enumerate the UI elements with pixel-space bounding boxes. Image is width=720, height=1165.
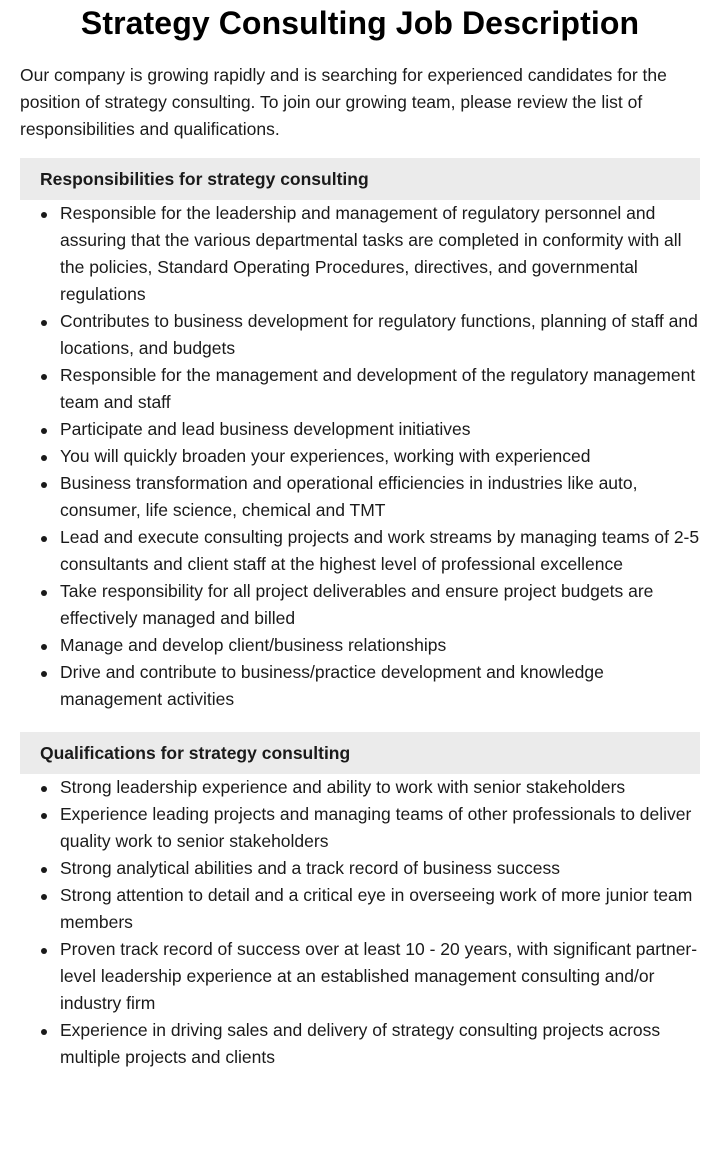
list-item-text: Experience leading projects and managing teams of other professionals to deliver quality work to senior stakeholders — [60, 804, 692, 851]
list-item — [60, 855, 700, 882]
list-item-text: Strong leadership experience and ability to work with senior stakeholders — [60, 777, 626, 797]
list-item-text: Responsible for the leadership and management of regulatory personnel and assuring that the various departmental tasks are completed in conformity with all the policies, Standard Operating Procedures, directives, and governmental regulations — [60, 203, 682, 304]
bullet-icon — [41, 1029, 47, 1035]
bullet-icon — [41, 786, 47, 792]
list-item-text: Contributes to business development for regulatory functions, planning of staff and locations, and budgets — [60, 311, 698, 358]
list-item-text: Strong analytical abilities and a track record of business success — [60, 858, 560, 878]
list-item — [60, 774, 700, 801]
bullet-icon — [41, 320, 47, 326]
bullet-icon — [41, 867, 47, 873]
bullet-icon — [41, 428, 47, 434]
list-item-text: Participate and lead business development initiatives — [60, 419, 471, 439]
bullet-icon — [41, 590, 47, 596]
list-item-text: Drive and contribute to business/practice development and knowledge management activities — [60, 662, 604, 709]
bullet-icon — [41, 671, 47, 677]
responsibilities-heading: Responsibilities for strategy consulting — [20, 158, 700, 200]
list-item-text: Proven track record of success over at least 10 - 20 years, with significant partner-level leadership experience at an established management consulting and/or industry firm — [60, 939, 698, 1013]
list-item — [60, 882, 700, 936]
bullet-icon — [41, 948, 47, 954]
list-item-text: Experience in driving sales and delivery of strategy consulting projects across multiple projects and clients — [60, 1020, 661, 1067]
bullet-icon — [41, 455, 47, 461]
list-item-text: Strong attention to detail and a critical eye in overseeing work of more junior team members — [60, 885, 693, 932]
list-item — [60, 362, 700, 416]
list-item — [60, 632, 700, 659]
qualifications-list — [20, 774, 700, 1071]
bullet-icon — [41, 482, 47, 488]
list-item — [60, 1017, 700, 1071]
list-item — [60, 308, 700, 362]
list-item — [60, 578, 700, 632]
list-item-text: Take responsibility for all project deliverables and ensure project budgets are effectively managed and billed — [60, 581, 654, 628]
list-item — [60, 200, 700, 308]
bullet-icon — [41, 644, 47, 650]
responsibilities-list — [20, 200, 700, 713]
bullet-icon — [41, 813, 47, 819]
list-item — [60, 801, 700, 855]
bullet-icon — [41, 212, 47, 218]
list-item — [60, 936, 700, 1017]
bullet-icon — [41, 374, 47, 380]
list-item-text: You will quickly broaden your experiences, working with experienced — [60, 446, 591, 466]
list-item — [60, 416, 700, 443]
list-item-text: Lead and execute consulting projects and work streams by managing teams of 2-5 consultants and client staff at the highest level of professional excellence — [60, 527, 700, 574]
bullet-icon — [41, 536, 47, 542]
list-item — [60, 659, 700, 713]
list-item-text: Manage and develop client/business relationships — [60, 635, 447, 655]
intro-paragraph: Our company is growing rapidly and is searching for experienced candidates for the position of strategy consulting. To join our growing team, please review the list of responsibilities and qualifications. — [20, 65, 667, 139]
list-item — [60, 524, 700, 578]
list-item-text: Business transformation and operational efficiencies in industries like auto, consumer, life science, chemical and TMT — [60, 473, 638, 520]
qualifications-heading: Qualifications for strategy consulting — [20, 732, 700, 774]
page-title: Strategy Consulting Job Description — [80, 5, 640, 41]
list-item — [60, 443, 700, 470]
list-item — [60, 470, 700, 524]
bullet-icon — [41, 894, 47, 900]
list-item-text: Responsible for the management and development of the regulatory management team and staff — [60, 365, 696, 412]
